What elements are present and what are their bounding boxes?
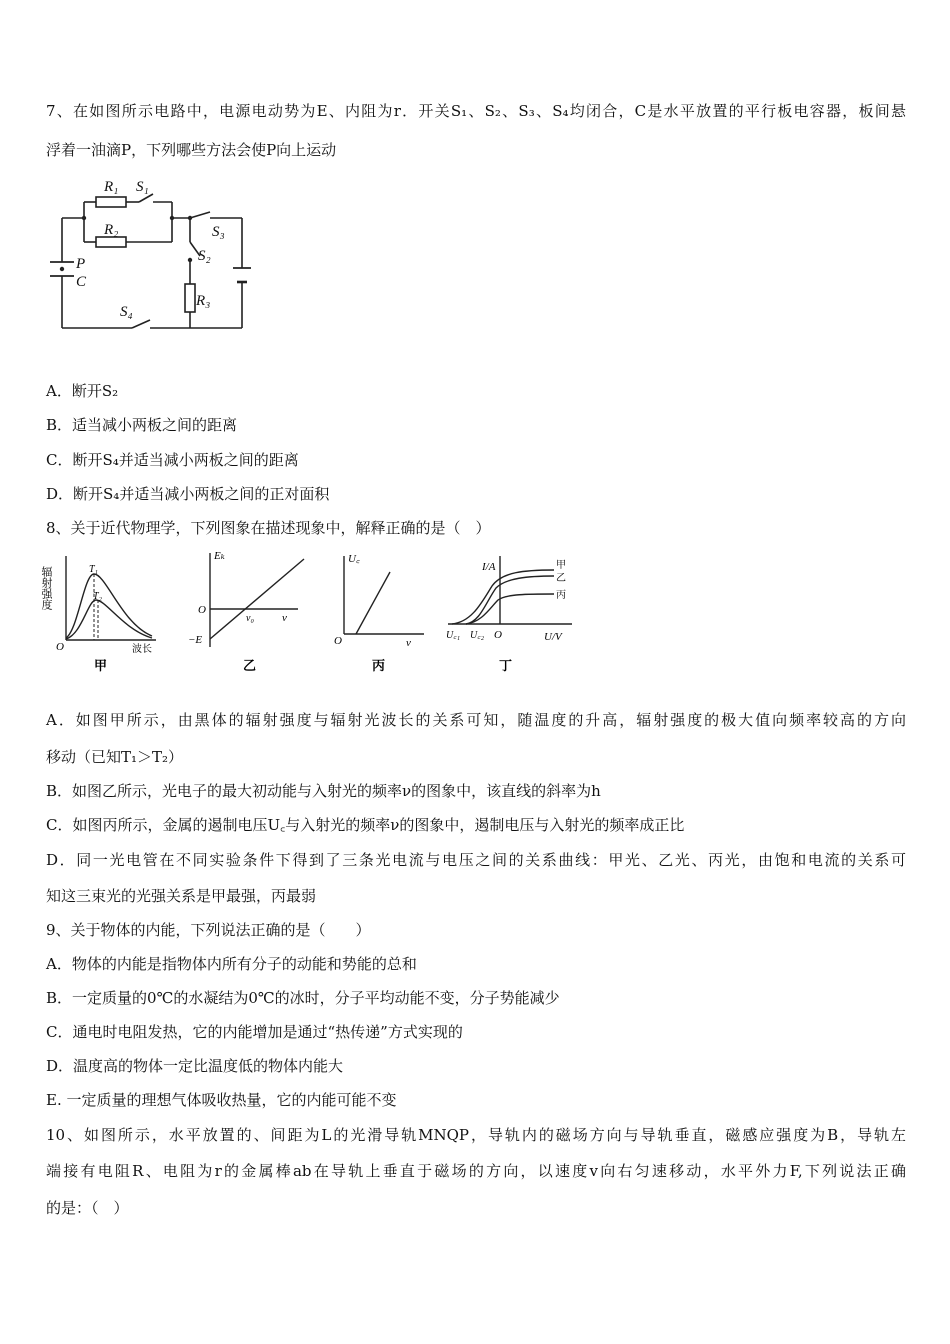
jia-t2: T₂ xyxy=(93,591,103,602)
q7-circuit-diagram xyxy=(40,172,260,337)
ding-uc1: U꜀₁ xyxy=(446,630,461,641)
yi-caption: 乙 xyxy=(243,658,257,673)
jia-xlabel: 波长 xyxy=(132,644,152,655)
ding-uc2: U꜀₂ xyxy=(470,630,485,641)
ding-yi: 乙 xyxy=(556,573,566,584)
label-s1: S₁ xyxy=(136,179,149,195)
yi-nu: ν xyxy=(282,612,287,624)
q9-stem: 9、关于物体的内能，下列说法正确的是（ ） xyxy=(46,921,371,939)
q7-stem-line2: 浮着一油滴P，下列哪些方法会使P向上运动 xyxy=(46,141,337,159)
q7-option-a: A．断开S₂ xyxy=(46,382,119,400)
q7-option-b: B．适当减小两板之间的距离 xyxy=(46,416,238,434)
label-r1: R₁ xyxy=(104,179,119,195)
label-p: P xyxy=(76,256,86,272)
q9-option-a: A．物体的内能是指物体内所有分子的动能和势能的总和 xyxy=(46,955,417,973)
q7-option-c: C．断开S₄并适当减小两板之间的距离 xyxy=(46,451,299,469)
q8-option-d-line2: 知这三束光的光强关系是甲最强，丙最弱 xyxy=(46,887,317,905)
q8-stem: 8、关于近代物理学，下列图象在描述现象中，解释正确的是（ ） xyxy=(46,519,491,537)
q8-option-b: B．如图乙所示，光电子的最大初动能与入射光的频率ν的图象中，该直线的斜率为h xyxy=(46,782,601,800)
yi-ylabel: Eₖ xyxy=(214,550,225,562)
label-s4: S₄ xyxy=(120,304,133,320)
label-s2: S₂ xyxy=(198,248,211,264)
ding-xlabel: U/V xyxy=(544,631,562,643)
q8-option-a-line2: 移动（已知T₁＞T₂） xyxy=(46,748,184,766)
q8-figure-ding xyxy=(444,552,584,672)
yi-neg: −E xyxy=(188,634,203,646)
q10-stem-line1: 10、如图所示，水平放置的、间距为L的光滑导轨MNQP，导轨内的磁场方向与导轨垂直，磁感应强度为B，导轨左 xyxy=(46,1126,906,1144)
jia-origin: O xyxy=(56,641,64,653)
q8-option-d-line1: D．同一光电管在不同实验条件下得到了三条光电流与电压之间的关系曲线：甲光、乙光、丙光，由饱和电流的关系可 xyxy=(46,851,906,869)
q8-option-c: C．如图丙所示，金属的遏制电压U꜀与入射光的频率ν的图象中，遏制电压与入射光的频率成正比 xyxy=(46,816,685,834)
yi-origin: O xyxy=(198,604,206,616)
jia-t1: T₁ xyxy=(89,564,99,575)
bing-nu: ν xyxy=(406,637,411,649)
q10-stem-line2: 端接有电阻R、电阻为r的金属棒ab在导轨上垂直于磁场的方向，以速度v向右匀速移动，水平外力F,下列说法正确 xyxy=(46,1162,906,1180)
bing-ylabel: U꜀ xyxy=(348,553,360,565)
ding-origin: O xyxy=(494,629,502,641)
q9-option-d: D．温度高的物体一定比温度低的物体内能大 xyxy=(46,1057,344,1075)
oil-drop-icon xyxy=(60,267,64,271)
ding-caption: 丁 xyxy=(499,658,513,673)
q8-option-a-line1: A．如图甲所示，由黑体的辐射强度与辐射光波长的关系可知，随温度的升高，辐射强度的极大值向频率较高的方向 xyxy=(46,711,906,729)
label-r2: R₂ xyxy=(104,222,119,238)
q8-figure-bing xyxy=(330,550,430,672)
q7-stem-line1: 7、在如图所示电路中，电源电动势为E、内阻为r．开关S₁、S₂、S₃、S₄均闭合，C是水平放置的平行板电容器，板间悬 xyxy=(46,102,906,120)
q10-stem-line3: 的是：（ ） xyxy=(46,1199,129,1217)
q9-option-c: C．通电时电阻发热，它的内能增加是通过“热传递”方式实现的 xyxy=(46,1023,463,1041)
bing-origin: O xyxy=(334,635,342,647)
q8-figure-yi xyxy=(186,547,316,672)
yi-nu0: ν₀ xyxy=(246,613,254,624)
bing-caption: 丙 xyxy=(372,658,386,673)
ding-bing: 丙 xyxy=(556,590,566,601)
q7-option-d: D．断开S₄并适当减小两板之间的正对面积 xyxy=(46,485,330,503)
ding-jia: 甲 xyxy=(556,560,566,571)
ding-ylabel: I/A xyxy=(482,561,496,573)
q9-option-b: B．一定质量的0℃的水凝结为0℃的冰时，分子平均动能不变，分子势能减少 xyxy=(46,989,560,1007)
label-r3: R₃ xyxy=(196,293,211,309)
q8-figure-jia xyxy=(40,552,164,673)
label-c: C xyxy=(76,274,87,290)
jia-caption: 甲 xyxy=(94,658,108,673)
label-s3: S₃ xyxy=(212,224,225,240)
jia-ylabel: 辐射强度 xyxy=(40,566,52,610)
q9-option-e: E. 一定质量的理想气体吸收热量，它的内能可能不变 xyxy=(46,1091,397,1109)
